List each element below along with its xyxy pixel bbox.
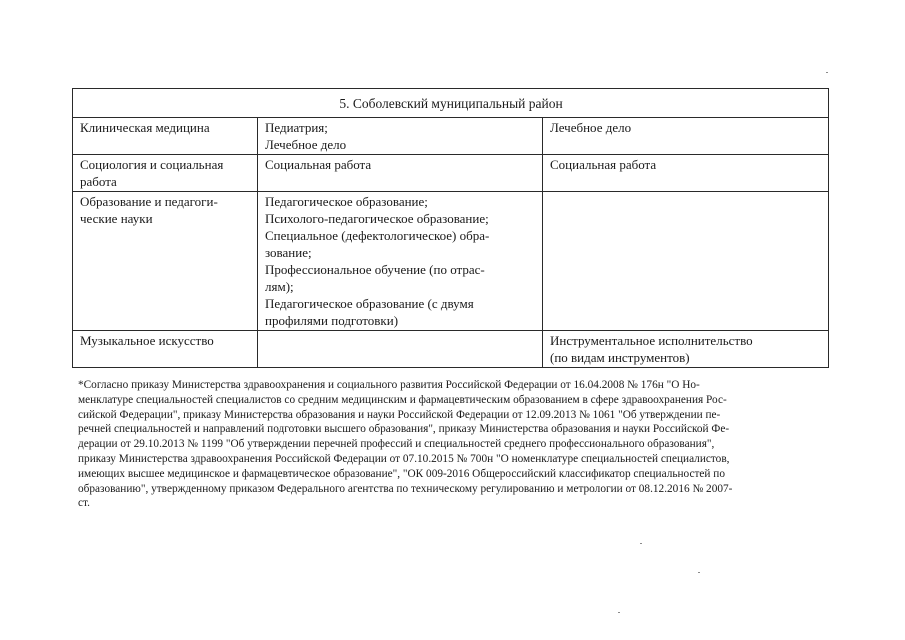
cell-line: Психолого-педагогическое образование; xyxy=(265,211,489,226)
cell-line: Педагогическое образование (с двумя xyxy=(265,296,474,311)
cell-line: работа xyxy=(80,174,117,189)
cell-line: профилями подготовки) xyxy=(265,313,399,328)
footnote-line: сийской Федерации", приказу Министерства образования и науки Российской Федерации от 12.09.2013 № 1061 "Об утверждении пе- xyxy=(78,408,721,421)
table-row xyxy=(73,331,829,368)
footnote-line: речней специальностей и направлений подготовки высшего образования", приказу Министерства образования и науки Российской Фе- xyxy=(78,423,730,436)
cell-line: (по видам инструментов) xyxy=(550,350,690,365)
district-title: 5. Соболевский муниципальный район xyxy=(73,89,829,118)
footnote-line: дерации от 29.10.2013 № 1199 "Об утверждении перечней профессий и специальностей среднего профессионального образования", xyxy=(78,438,715,451)
cell-line: Специальное (дефектологическое) обра- xyxy=(265,228,490,243)
scan-speck xyxy=(698,572,700,573)
area-cell xyxy=(73,118,258,155)
scan-speck xyxy=(640,543,642,544)
specialties-cell xyxy=(543,331,829,368)
specialties-cell xyxy=(543,192,829,331)
cell-line: лям); xyxy=(265,279,294,294)
table-row xyxy=(73,155,829,192)
cell-line: Социальная работа xyxy=(265,157,372,172)
programs-cell xyxy=(258,118,543,155)
specialties-cell xyxy=(543,155,829,192)
cell-line: Лечебное дело xyxy=(550,120,632,135)
footnote-line: менклатуре специальностей специалистов со средним медицинским и фармацевтическим образованием в сфере здравоохранения Рос- xyxy=(78,393,727,406)
cell-line: Лечебное дело xyxy=(265,137,347,152)
cell-line: Педагогическое образование; xyxy=(265,194,428,209)
footnote-line: образованию", утвержденному приказом Федерального агентства по техническому регулированию и метрологии от 08.12.2016 № 2007- xyxy=(78,482,733,495)
cell-line: Социальная работа xyxy=(550,157,657,172)
cell-line: ческие науки xyxy=(80,211,153,226)
cell-line: Образование и педагоги- xyxy=(80,194,218,209)
footnote-line: *Согласно приказу Министерства здравоохранения и социального развития Российской Федерации от 16.04.2008 № 176н "О Но- xyxy=(78,379,700,391)
scan-speck xyxy=(826,72,828,73)
scan-speck xyxy=(618,612,620,613)
footnote-line: приказу Министерства здравоохранения Российской Федерации от 07.10.2015 № 700н "О номенклатуре специальностей специалистов, xyxy=(78,452,730,465)
footnote-line: имеющих высшее медицинское и фармацевтическое образование", "ОК 009-2016 Общероссийский классификатор специальностей по xyxy=(78,467,725,480)
programs-cell xyxy=(258,155,543,192)
area-cell xyxy=(73,155,258,192)
cell-line: Музыкальное искусство xyxy=(80,333,214,348)
area-cell xyxy=(73,192,258,331)
table-body xyxy=(73,118,829,368)
cell-line: Инструментальное исполнительство xyxy=(550,333,753,348)
cell-line: зование; xyxy=(265,245,312,260)
specialties-cell xyxy=(543,118,829,155)
cell-line: Социология и социальная xyxy=(80,157,224,172)
cell-line: Педиатрия; xyxy=(265,120,328,135)
footnote xyxy=(78,378,824,511)
table-row xyxy=(73,118,829,155)
programs-cell xyxy=(258,192,543,331)
programs-cell xyxy=(258,331,543,368)
table-row xyxy=(73,192,829,331)
area-cell xyxy=(73,331,258,368)
footnote-line: ст. xyxy=(78,497,90,510)
cell-line: Клиническая медицина xyxy=(80,120,210,135)
specialties-table xyxy=(72,88,829,368)
table-title-row xyxy=(73,89,829,118)
cell-line: Профессиональное обучение (по отрас- xyxy=(265,262,485,277)
